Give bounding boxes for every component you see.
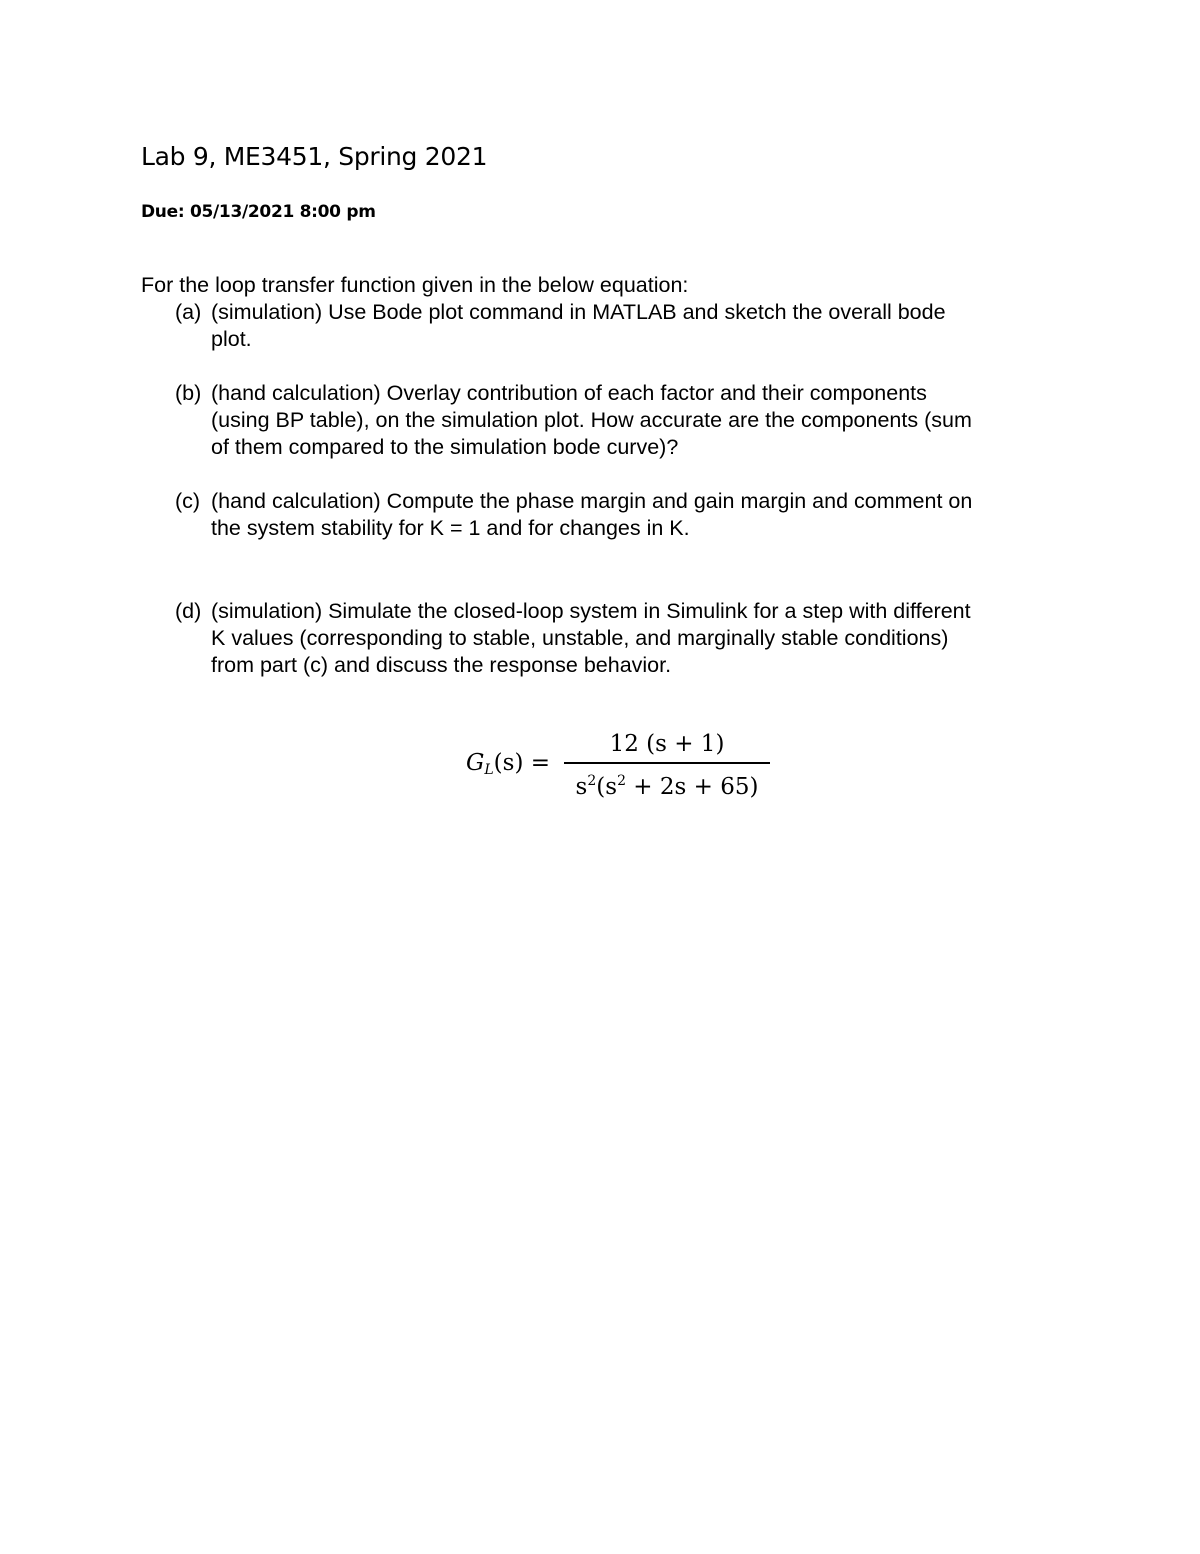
list-marker: (c) — [175, 489, 201, 513]
intro-paragraph: For the loop transfer function given in the below equation: — [141, 273, 689, 297]
text-line: (hand calculation) Compute the phase margin and gain margin and comment on — [211, 489, 973, 513]
equation-denominator — [564, 764, 770, 798]
list-item-text — [211, 380, 1075, 461]
due-date: Due: 05/13/2021 8:00 pm — [141, 202, 376, 222]
text-line: from part (c) and discuss the response behavior. — [211, 653, 672, 677]
list-marker: (b) — [175, 381, 202, 405]
denominator-part: s — [575, 774, 588, 800]
text-line: (simulation) Use Bode plot command in MATLAB and sketch the overall bode — [211, 300, 946, 324]
list-item-text — [211, 299, 1075, 353]
text-line: K values (corresponding to stable, unstable, and marginally stable conditions) — [211, 626, 949, 650]
equation-subscript: L — [484, 762, 494, 778]
list-item-text — [211, 598, 1075, 679]
equation-fraction — [564, 728, 770, 798]
list-marker: (a) — [175, 300, 202, 324]
list-item-text — [211, 488, 1075, 542]
denominator-exponent: 2 — [587, 773, 597, 789]
text-line: the system stability for K = 1 and for changes in K. — [211, 516, 690, 540]
list-item-a — [175, 299, 1075, 353]
document-title: Lab 9, ME3451, Spring 2021 — [141, 142, 488, 171]
text-line: plot. — [211, 327, 252, 351]
text-line: (hand calculation) Overlay contribution of each factor and their components — [211, 381, 927, 405]
transfer-function-equation — [466, 728, 786, 803]
list-item-b — [175, 380, 1075, 461]
denominator-part: (s — [596, 774, 618, 800]
equation-lhs-arg: (s) = — [493, 750, 551, 776]
list-item-d — [175, 598, 1075, 679]
text-line: of them compared to the simulation bode curve)? — [211, 435, 679, 459]
text-line: (using BP table), on the simulation plot. How accurate are the components (sum — [211, 408, 972, 432]
denominator-part: + 2s + 65) — [625, 774, 759, 800]
text-line: (simulation) Simulate the closed-loop system in Simulink for a step with different — [211, 599, 971, 623]
denominator-exponent: 2 — [617, 773, 626, 789]
list-marker: (d) — [175, 599, 202, 623]
equation-numerator: 12 (s + 1) — [609, 731, 725, 757]
equation-symbol: G — [466, 750, 485, 776]
equation-lhs — [466, 750, 550, 778]
list-item-c — [175, 488, 1075, 542]
